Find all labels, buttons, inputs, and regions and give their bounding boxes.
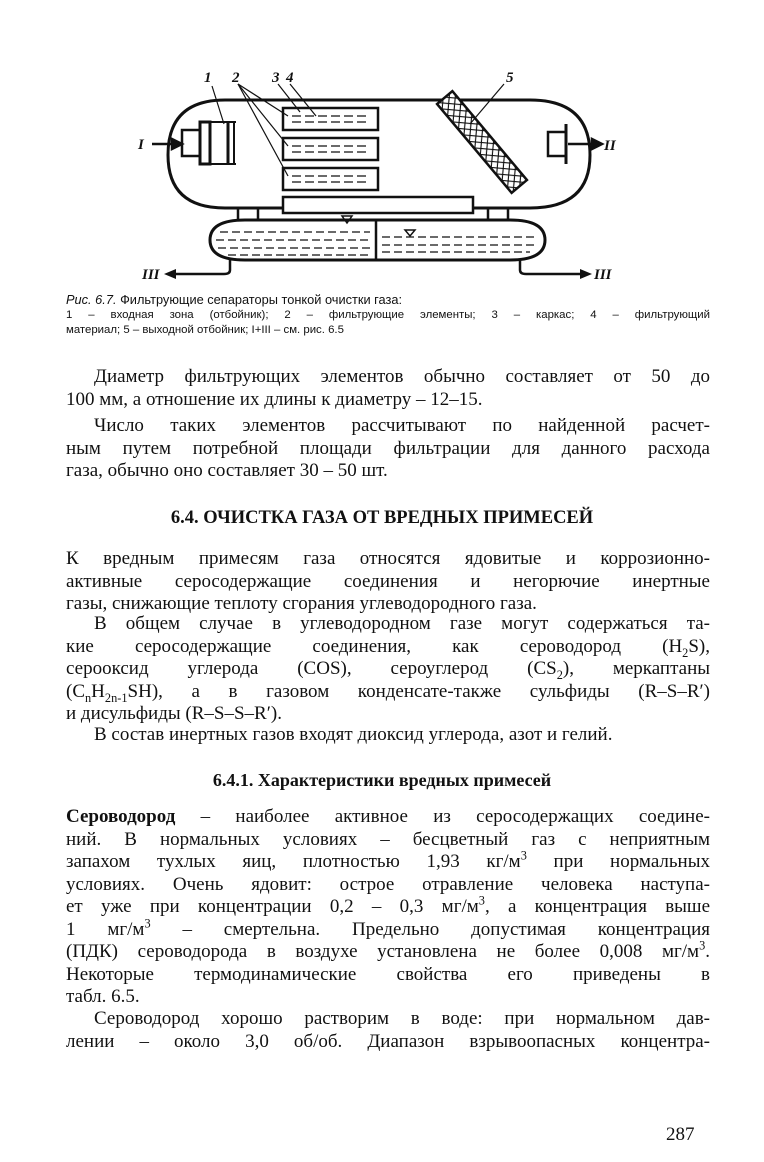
subsection-heading: 6.4.1. Характеристики вредных примесей <box>212 770 552 790</box>
separator-diagram <box>120 60 640 285</box>
figure-caption <box>66 292 710 339</box>
paragraph-inert-gases: В состав инертных газов входят диоксид углерода, азот и гелий. <box>94 724 613 745</box>
term-hydrogen-sulfide: Сероводород <box>66 806 176 827</box>
paragraph-diameter: Диаметр фильтрующих элементов обычно составляет от 50 до 100 мм, а отношение их длины к диаметру – 12–15. <box>66 366 710 410</box>
label-drain-right: III <box>594 267 612 283</box>
paragraph-solubility: Сероводород хорошо растворим в воде: при нормальном дав- лении – около 3,0 об/об. Диапазон взрывоопасных концентра- <box>66 1008 710 1052</box>
outlet-mesh <box>437 91 527 193</box>
page-number: 287 <box>666 1124 695 1145</box>
separator-figure <box>120 60 640 285</box>
label-5: 5 <box>506 70 514 86</box>
caption-fig-number: Рис. 6.7. <box>66 292 117 307</box>
paragraph-element-count: Число таких элементов рассчитывают по найденной расчет- ным путем потребной площади фильтрации для данного расхода газа, обычно оно составляет 30 – 50 шт. <box>66 415 710 481</box>
label-outlet: II <box>604 138 616 154</box>
caption-line-1: 1 – входная зона (отбойник); 2 – фильтрующие элементы; 3 – каркас; 4 – фильтрующий <box>66 308 710 321</box>
label-1: 1 <box>204 70 212 86</box>
paragraph-hydrogen-sulfide: Сероводород – наиболее активное из серосодержащих соедине- ний. В нормальных условиях – бесцветный газ с неприятным запахом тухлых яиц, плотностью 1,93 $кг/м^3$ при нормальных условиях. Очень ядовит: острое отравление человека наступа- ет уже при концентрации 0,2 – 0,3 $мг/м^3$, а концентрация выше 1 $мг/м^3$ – смертельна. Предельно допустимая концентрация (ПДК) сероводорода в воздухе установлена не более 0,008 $мг/м^3$. Некоторые термодинамические свойства его приведены в табл. 6.5. <box>66 806 710 1007</box>
paragraph-sulfur-compounds: В общем случае в углеводородном газе могут содержаться та- кие серосодержащие соединения, как сероводород $(H_2S)$, серооксид углерода (COS), сероуглерод $(CS_2)$, меркаптаны $(C_nH_{2n-1}SH)$, а в газовом конденсате-также сульфиды (R–S–R′) и дисульфиды (R–S–S–R′). <box>66 613 711 724</box>
lower-vessel <box>210 220 545 260</box>
label-3: 3 <box>272 70 280 86</box>
section-heading: 6.4. ОЧИСТКА ГАЗА ОТ ВРЕДНЫХ ПРИМЕСЕЙ <box>170 508 594 528</box>
paragraph-harmful-impurities: К вредным примесям газа относятся ядовитые и коррозионно- активные серосодержащие соединения и негорючие инертные газы, снижающие теплоту сгорания углеводородного газа. <box>66 548 710 614</box>
label-4: 4 <box>286 70 294 86</box>
caption-line-2: материал; 5 – выходной отбойник; I+III – см. рис. 6.5 <box>66 324 344 336</box>
caption-title: Фильтрующие сепараторы тонкой очистки газа: <box>120 292 403 307</box>
label-inlet: I <box>138 137 144 153</box>
label-drain-left: III <box>142 267 160 283</box>
label-2: 2 <box>232 70 240 86</box>
